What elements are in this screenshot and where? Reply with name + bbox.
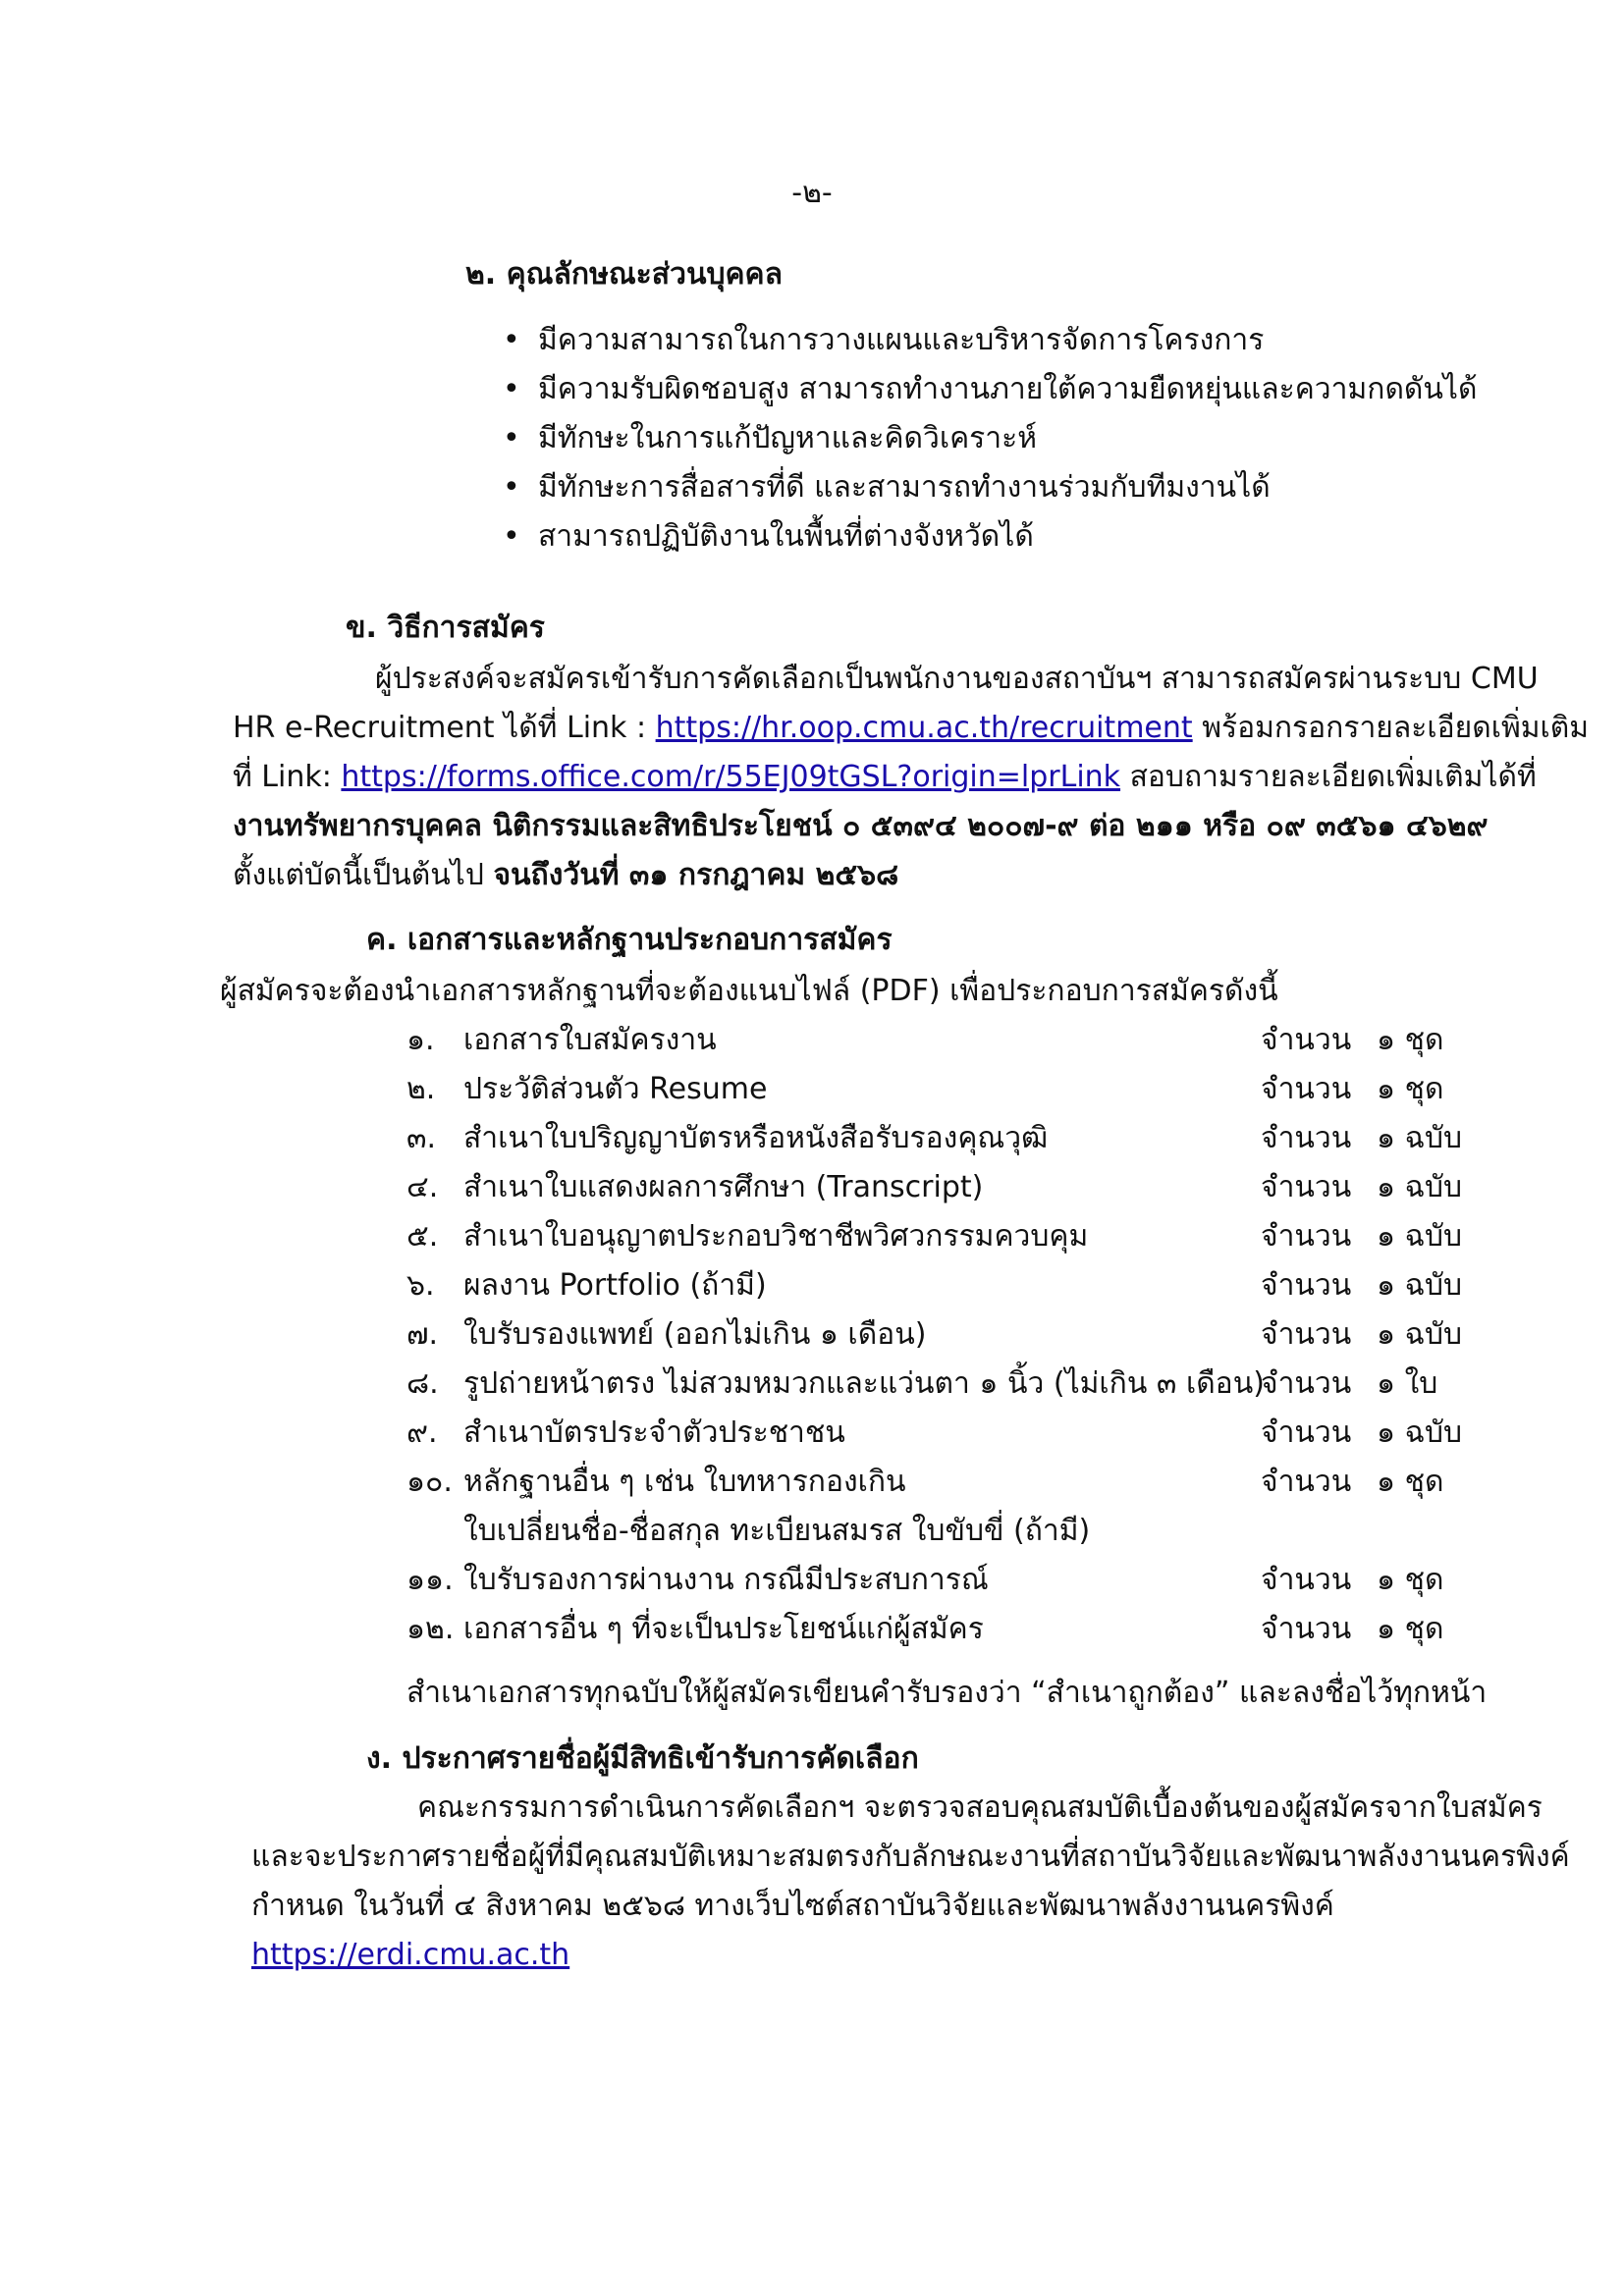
deadline-date: จนถึงวันที่ ๓๑ กรกฎาคม ๒๕๖๘ [493,858,899,892]
document-number: ๑๐. [406,1465,453,1499]
application-paragraph-line [233,704,1589,753]
list-item-text: มีทักษะในการแก้ปัญหาและคิดวิเคราะห์ [538,421,1038,455]
document-name: ใบเปลี่ยนชื่อ-ชื่อสกุล ทะเบียนสมรส ใบขับขี่ (ถ้ามี) [463,1514,1091,1548]
document-name: สำเนาใบปริญญาบัตรหรือหนังสือรับรองคุณวุฒิ [463,1121,1049,1155]
document-number: ๘. [406,1366,439,1401]
document-quantity: ๑ ชุด [1377,1612,1444,1646]
announcement-link-line [251,1931,569,1980]
application-paragraph-line [233,753,1537,802]
bullet-icon: • [503,421,520,455]
document-row [406,1409,1496,1458]
document-row [406,1605,1496,1654]
document-row [406,1163,1496,1212]
document-row [406,1310,1496,1360]
documents-intro: ผู้สมัครจะต้องนำเอกสารหลักฐานที่จะต้องแนบไฟล์ (PDF) เพื่อประกอบการสมัครดังนี้ [220,974,1278,1008]
document-name: หลักฐานอื่น ๆ เช่น ใบทหารกองเกิน [463,1465,906,1499]
paragraph-text: พร้อมกรอกรายละเอียดเพิ่มเติม [1192,711,1590,745]
document-number: ๒. [406,1072,436,1106]
document-unit-label: จำนวน [1261,1219,1352,1254]
section-d-title: ง. ประกาศรายชื่อผู้มีสิทธิเข้ารับการคัดเลือก [366,1741,919,1776]
document-unit-label: จำนวน [1261,1023,1352,1057]
document-unit-label: จำนวน [1261,1415,1352,1450]
announcement-paragraph-line: คณะกรรมการดำเนินการคัดเลือกฯ จะตรวจสอบคุณสมบัติเบื้องต้นของผู้สมัครจากใบสมัคร [417,1790,1543,1825]
list-item-text: สามารถปฏิบัติงานในพื้นที่ต่างจังหวัดได้ [538,519,1034,554]
document-name: รูปถ่ายหน้าตรง ไม่สวมหมวกและแว่นตา ๑ นิ้ว (ไม่เกิน ๓ เดือน) [463,1366,1265,1401]
document-number: ๑๒. [406,1612,455,1646]
document-number: ๗. [406,1317,439,1352]
paragraph-text: ที่ Link: [233,760,342,794]
document-row [406,1114,1496,1163]
document-quantity: ๑ ฉบับ [1377,1415,1463,1450]
document-number: ๑. [406,1023,435,1057]
document-name: สำเนาใบแสดงผลการศึกษา (Transcript) [463,1170,984,1204]
document-unit-label: จำนวน [1261,1465,1352,1499]
document-quantity: ๑ ชุด [1377,1563,1444,1597]
list-item-text: มีความสามารถในการวางแผนและบริหารจัดการโครงการ [538,323,1265,357]
document-quantity: ๑ ใบ [1377,1366,1438,1401]
contact-line: งานทรัพยากรบุคคล นิติกรรมและสิทธิประโยชน์ ๐ ๕๓๙๔ ๒๐๐๗-๙ ต่อ ๒๑๑ หรือ ๐๙ ๓๕๖๑ ๔๖๒๙ [233,809,1489,843]
page-number: -๒- [791,176,833,210]
document-name: เอกสารอื่น ๆ ที่จะเป็นประโยชน์แก่ผู้สมัคร [463,1612,984,1646]
copy-certification-note: สำเนาเอกสารทุกฉบับให้ผู้สมัครเขียนคำรับรองว่า “สำเนาถูกต้อง” และลงชื่อไว้ทุกหน้า [406,1676,1488,1710]
paragraph-text: ตั้งแต่บัดนี้เป็นต้นไป [233,858,494,892]
document-name: สำเนาใบอนุญาตประกอบวิชาชีพวิศวกรรมควบคุม [463,1219,1089,1254]
application-paragraph-line: ผู้ประสงค์จะสมัครเข้ารับการคัดเลือกเป็นพนักงานของสถาบันฯ สามารถสมัครผ่านระบบ CMU [375,662,1539,696]
document-row [406,1212,1496,1261]
document-quantity: ๑ ฉบับ [1377,1170,1463,1204]
list-item [503,463,1477,512]
paragraph-text: HR e-Recruitment ได้ที่ Link : [233,711,656,745]
document-number: ๙. [406,1415,438,1450]
forms-link[interactable]: https://forms.office.com/r/55EJ09tGSL?origin=lprLink [341,760,1121,794]
document-unit-label: จำนวน [1261,1268,1352,1303]
document-name: ประวัติส่วนตัว Resume [463,1072,768,1106]
document-name: ใบรับรองการผ่านงาน กรณีมีประสบการณ์ [463,1563,989,1597]
list-item-text: มีความรับผิดชอบสูง สามารถทำงานภายใต้ความยืดหยุ่นและความกดดันได้ [538,372,1478,406]
document-unit-label: จำนวน [1261,1317,1352,1352]
section-2-title: ๒. คุณลักษณะส่วนบุคคล [465,257,784,292]
recruitment-link[interactable]: https://hr.oop.cmu.ac.th/recruitment [655,711,1193,745]
section-c-title: ค. เอกสารและหลักฐานประกอบการสมัคร [366,923,893,957]
document-row [406,1065,1496,1114]
list-item [503,512,1477,561]
document-unit-label: จำนวน [1261,1170,1352,1204]
document-quantity: ๑ ชุด [1377,1023,1444,1057]
list-item [503,316,1477,365]
bullet-icon: • [503,519,520,554]
documents-list [406,1016,1496,1654]
document-quantity: ๑ ฉบับ [1377,1317,1463,1352]
document-unit-label: จำนวน [1261,1072,1352,1106]
document-name: ใบรับรองแพทย์ (ออกไม่เกิน ๑ เดือน) [463,1317,927,1352]
announcement-paragraph-line: กำหนด ในวันที่ ๔ สิงหาคม ๒๕๖๘ ทางเว็บไซต์สถาบันวิจัยและพัฒนาพลังงานนครพิงค์ [251,1889,1334,1923]
erdi-website-link[interactable]: https://erdi.cmu.ac.th [251,1938,570,1972]
document-unit-label: จำนวน [1261,1563,1352,1597]
document-row [406,1016,1496,1065]
bullet-icon: • [503,470,520,505]
bullet-icon: • [503,323,520,357]
document-quantity: ๑ ฉบับ [1377,1219,1463,1254]
document-name: เอกสารใบสมัครงาน [463,1023,717,1057]
document-number: ๑๑. [406,1563,454,1597]
document-name: ผลงาน Portfolio (ถ้ามี) [463,1268,767,1303]
document-row [406,1360,1496,1409]
document-row [406,1458,1496,1507]
document-number: ๓. [406,1121,437,1155]
document-number: ๖. [406,1268,435,1303]
document-unit-label: จำนวน [1261,1366,1352,1401]
document-unit-label: จำนวน [1261,1121,1352,1155]
document-row [406,1261,1496,1310]
document-quantity: ๑ ฉบับ [1377,1268,1463,1303]
bullet-icon: • [503,372,520,406]
document-number: ๕. [406,1219,439,1254]
document-number: ๔. [406,1170,439,1204]
list-item-text: มีทักษะการสื่อสารที่ดี และสามารถทำงานร่วมกับทีมงานได้ [538,470,1271,505]
document-name: สำเนาบัตรประจำตัวประชาชน [463,1415,845,1450]
document-quantity: ๑ ฉบับ [1377,1121,1463,1155]
paragraph-text: สอบถามรายละเอียดเพิ่มเติมได้ที่ [1120,760,1537,794]
document-quantity: ๑ ชุด [1377,1072,1444,1106]
list-item [503,365,1477,414]
list-item [503,414,1477,463]
document-unit-label: จำนวน [1261,1612,1352,1646]
document-row [406,1507,1496,1556]
document-quantity: ๑ ชุด [1377,1465,1444,1499]
section-b-title: ข. วิธีการสมัคร [346,611,545,645]
personal-qualities-list [503,316,1477,561]
announcement-paragraph-line: และจะประกาศรายชื่อผู้ที่มีคุณสมบัติเหมาะสมตรงกับลักษณะงานที่สถาบันวิจัยและพัฒนาพลังงานนครพิงค์ [251,1840,1570,1874]
deadline-line [233,851,898,900]
document-row [406,1556,1496,1605]
